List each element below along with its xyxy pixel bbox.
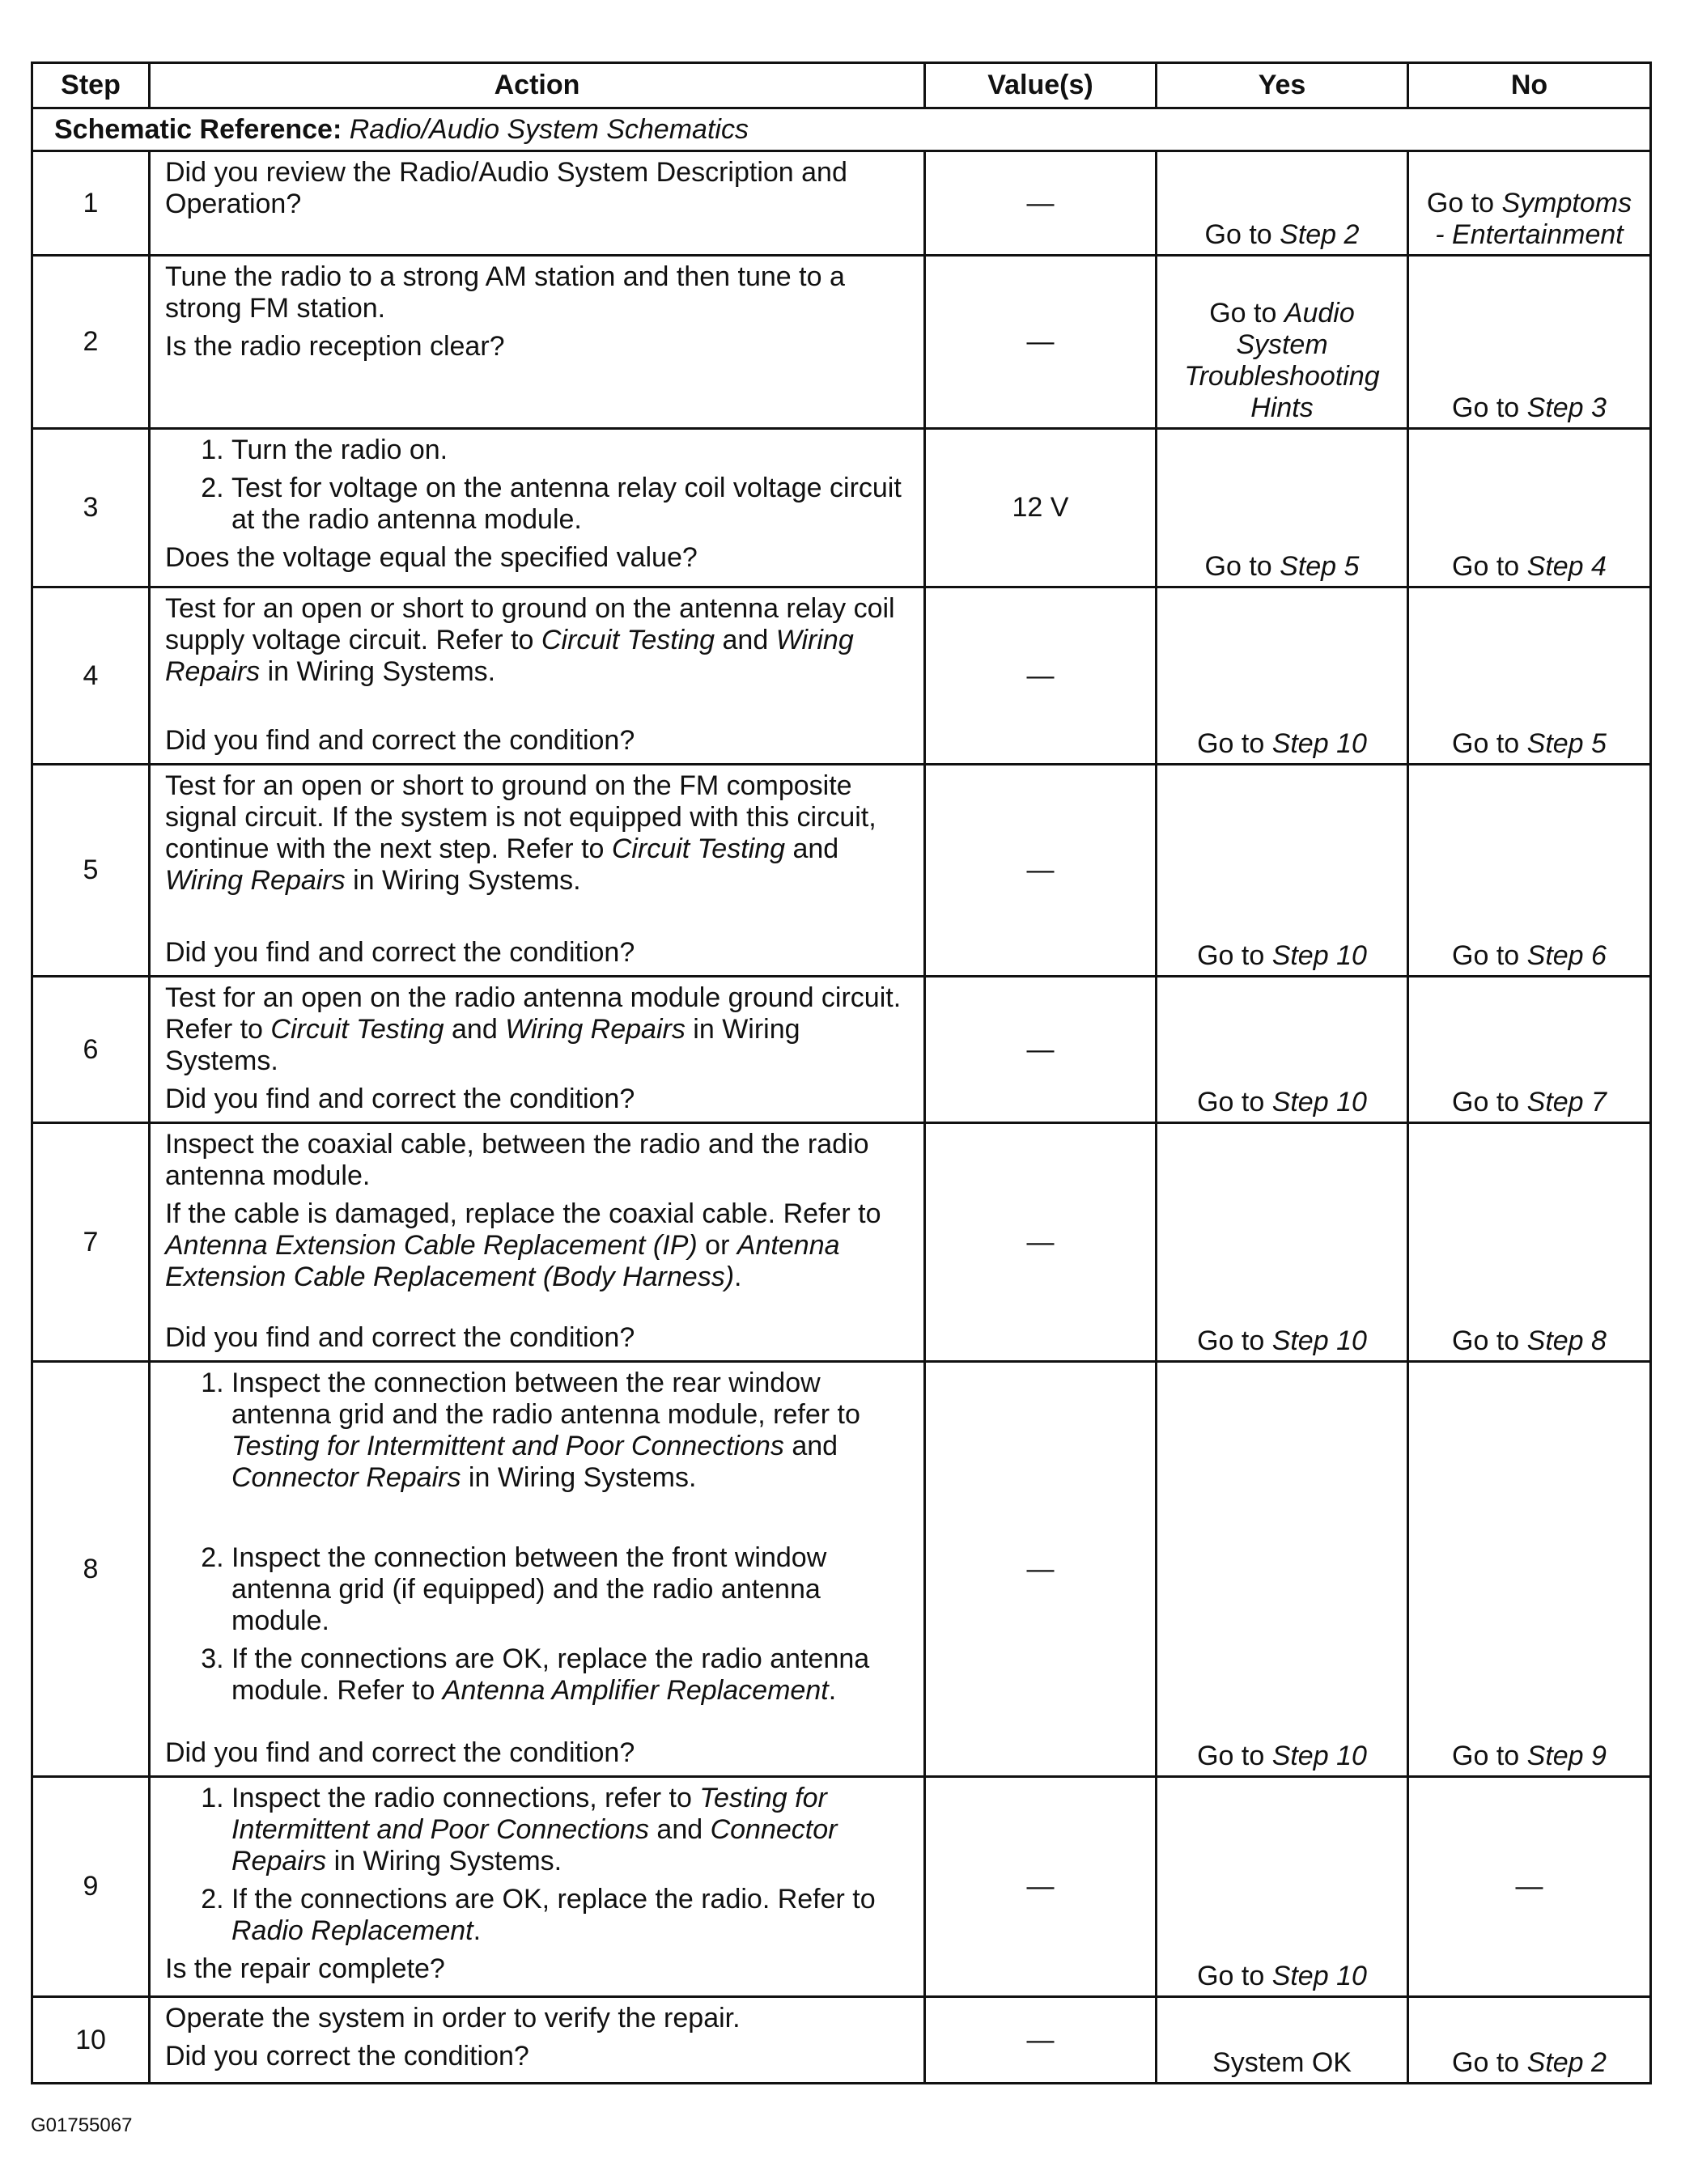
no-cell: — (1408, 1777, 1651, 1997)
yes-prefix: Go to (1197, 1741, 1272, 1771)
no-link[interactable]: Step 4 (1526, 551, 1607, 582)
list-item: 1. Inspect the connection between the rear window antenna grid and the radio antenna module, refer to Testing for Intermittent and Poor Connections and Connector Repairs in Wiring Systems. (231, 1368, 912, 1494)
yes-link[interactable]: Audio System Troubleshooting Hints (1184, 298, 1380, 423)
step-number: 7 (32, 1123, 150, 1362)
yes-link[interactable]: Step 5 (1280, 551, 1360, 582)
step-number: 4 (32, 587, 150, 765)
action-cell (150, 765, 925, 977)
list-item: 1. Turn the radio on. (231, 435, 912, 466)
no-prefix: Go to (1452, 2047, 1527, 2078)
no-prefix: Go to (1452, 728, 1527, 759)
no-cell (1408, 151, 1651, 256)
header-yes: Yes (1157, 63, 1408, 108)
no-cell (1408, 587, 1651, 765)
table-row-step-2 (32, 256, 1651, 429)
no-cell (1408, 1123, 1651, 1362)
yes-prefix: Go to (1197, 1087, 1272, 1117)
no-prefix: Go to (1426, 188, 1502, 218)
action-question: Did you find and correct the condition? (165, 725, 635, 756)
yes-prefix: Go to (1197, 1325, 1272, 1356)
yes-cell (1157, 1777, 1408, 1997)
yes-prefix: Go to (1204, 219, 1280, 250)
no-prefix: Go to (1452, 1325, 1527, 1356)
no-cell (1408, 1997, 1651, 2084)
action-question: Did you find and correct the condition? (165, 937, 635, 968)
value-cell: — (925, 151, 1157, 256)
action-cell (150, 151, 925, 256)
yes-cell (1157, 765, 1408, 977)
no-link-cont[interactable]: - Entertainment (1435, 219, 1624, 250)
yes-cell (1157, 151, 1408, 256)
no-cell (1408, 256, 1651, 429)
table-row-step-6 (32, 977, 1651, 1123)
action-question: Did you find and correct the condition? (165, 1084, 635, 1114)
yes-cell (1157, 977, 1408, 1123)
no-cell (1408, 977, 1651, 1123)
action-text: Test for an open or short to ground on the FM composite signal circuit. If the system is not equipped with this circuit, continue with the next step. Refer to Circuit Testing and Wiring Repairs in Wiring Systems. (165, 770, 877, 896)
yes-prefix: Go to (1209, 298, 1284, 329)
table-row-step-5 (32, 765, 1651, 977)
step-number: 2 (32, 256, 150, 429)
yes-link[interactable]: Step 10 (1271, 1961, 1367, 1991)
step-number: 8 (32, 1362, 150, 1777)
action-cell (150, 1123, 925, 1362)
no-link[interactable]: Step 3 (1526, 392, 1607, 423)
yes-link[interactable]: Step 2 (1280, 219, 1360, 250)
step-number: 5 (32, 765, 150, 977)
value-cell: 12 V (925, 429, 1157, 587)
yes-link[interactable]: Step 10 (1271, 1325, 1367, 1356)
action-question: Is the radio reception clear? (165, 331, 505, 362)
yes-link[interactable]: Step 10 (1271, 728, 1367, 759)
yes-cell: System OK (1157, 1997, 1408, 2084)
action-text: Tune the radio to a strong AM station and then tune to a strong FM station. (165, 261, 845, 324)
value-cell: — (925, 1123, 1157, 1362)
action-question: Did you find and correct the condition? (165, 1322, 635, 1353)
table-row-step-9 (32, 1777, 1651, 1997)
action-question: Does the voltage equal the specified value? (165, 542, 698, 573)
yes-prefix: Go to (1204, 551, 1280, 582)
value-cell: — (925, 1777, 1157, 1997)
yes-prefix: Go to (1197, 728, 1272, 759)
yes-link[interactable]: Step 10 (1271, 1741, 1367, 1771)
step-number: 3 (32, 429, 150, 587)
list-item: 2. If the connections are OK, replace the radio. Refer to Radio Replacement. (231, 1884, 912, 1947)
no-link[interactable]: Step 6 (1526, 940, 1607, 971)
step-number: 6 (32, 977, 150, 1123)
table-row-step-10 (32, 1997, 1651, 2084)
list-item: 1. Inspect the radio connections, refer to Testing for Intermittent and Poor Connections and Connector Repairs in Wiring Systems. (231, 1783, 912, 1877)
no-link[interactable]: Step 2 (1526, 2047, 1607, 2078)
value-cell: — (925, 587, 1157, 765)
step-number: 10 (32, 1997, 150, 2084)
action-cell (150, 977, 925, 1123)
yes-cell (1157, 587, 1408, 765)
no-prefix: Go to (1452, 1087, 1527, 1117)
value-cell: — (925, 256, 1157, 429)
value-cell: — (925, 1997, 1157, 2084)
action-list (165, 1783, 912, 1947)
schematic-reference-row (32, 108, 1651, 151)
yes-cell (1157, 256, 1408, 429)
no-link[interactable]: Step 9 (1526, 1741, 1607, 1771)
action-text: Operate the system in order to verify the repair. (165, 2003, 741, 2033)
value-cell: — (925, 765, 1157, 977)
no-prefix: Go to (1452, 1741, 1527, 1771)
yes-prefix: Go to (1197, 1961, 1272, 1991)
step-number: 9 (32, 1777, 150, 1997)
action-text: Did you review the Radio/Audio System Description and Operation? (165, 157, 847, 219)
table-row-step-8 (32, 1362, 1651, 1777)
header-step: Step (32, 63, 150, 108)
step-number: 1 (32, 151, 150, 256)
action-text: Test for an open on the radio antenna module ground circuit. Refer to Circuit Testing and Wiring Repairs in Wiring Systems. (165, 982, 902, 1076)
action-cell (150, 256, 925, 429)
no-prefix: Go to (1452, 551, 1527, 582)
action-text: Test for an open or short to ground on the antenna relay coil supply voltage circuit. Refer to Circuit Testing and Wiring Repairs in Wiring Systems. (165, 593, 895, 687)
header-action: Action (150, 63, 925, 108)
value-cell: — (925, 1362, 1157, 1777)
action-cell (150, 1777, 925, 1997)
header-row (32, 63, 1651, 108)
no-link[interactable]: Step 5 (1526, 728, 1607, 759)
no-cell (1408, 1362, 1651, 1777)
action-list (165, 435, 912, 536)
list-item: 2. Inspect the connection between the front window antenna grid (if equipped) and the radio antenna module. (231, 1542, 912, 1637)
list-item: 2. Test for voltage on the antenna relay coil voltage circuit at the radio antenna module. (231, 473, 912, 536)
no-link[interactable]: Step 7 (1526, 1087, 1607, 1117)
figure-id: G01755067 (31, 2114, 133, 2136)
no-link[interactable]: Step 8 (1526, 1325, 1607, 1356)
action-cell (150, 429, 925, 587)
action-text: If the cable is damaged, replace the coaxial cable. Refer to Antenna Extension Cable Replacement (IP) or Antenna Extension Cable Replacement (Body Harness). (165, 1198, 881, 1292)
list-item: 3. If the connections are OK, replace the radio antenna module. Refer to Antenna Amplifier Replacement. (231, 1643, 912, 1707)
yes-cell (1157, 429, 1408, 587)
no-cell (1408, 429, 1651, 587)
diagnostic-table (31, 61, 1652, 2084)
action-cell (150, 587, 925, 765)
no-prefix: Go to (1452, 940, 1527, 971)
yes-cell (1157, 1362, 1408, 1777)
table-row-step-3 (32, 429, 1651, 587)
action-cell (150, 1997, 925, 2084)
table-row-step-7 (32, 1123, 1651, 1362)
header-values: Value(s) (925, 63, 1157, 108)
table-row-step-1 (32, 151, 1651, 256)
value-cell: — (925, 977, 1157, 1123)
table-row-step-4 (32, 587, 1651, 765)
action-question: Is the repair complete? (165, 1953, 445, 1984)
action-question: Did you find and correct the condition? (165, 1737, 635, 1768)
header-no: No (1408, 63, 1651, 108)
reference-value: Radio/Audio System Schematics (349, 113, 749, 145)
reference-label: Schematic Reference: (54, 113, 342, 145)
yes-link[interactable]: Step 10 (1271, 1087, 1367, 1117)
action-list (165, 1368, 912, 1713)
yes-link[interactable]: Step 10 (1271, 940, 1367, 971)
action-question: Did you correct the condition? (165, 2041, 529, 2072)
action-text: Inspect the coaxial cable, between the radio and the radio antenna module. (165, 1129, 869, 1191)
action-cell (150, 1362, 925, 1777)
no-link[interactable]: Symptoms (1501, 188, 1632, 218)
yes-prefix: Go to (1197, 940, 1272, 971)
no-cell (1408, 765, 1651, 977)
no-prefix: Go to (1452, 392, 1527, 423)
yes-cell (1157, 1123, 1408, 1362)
